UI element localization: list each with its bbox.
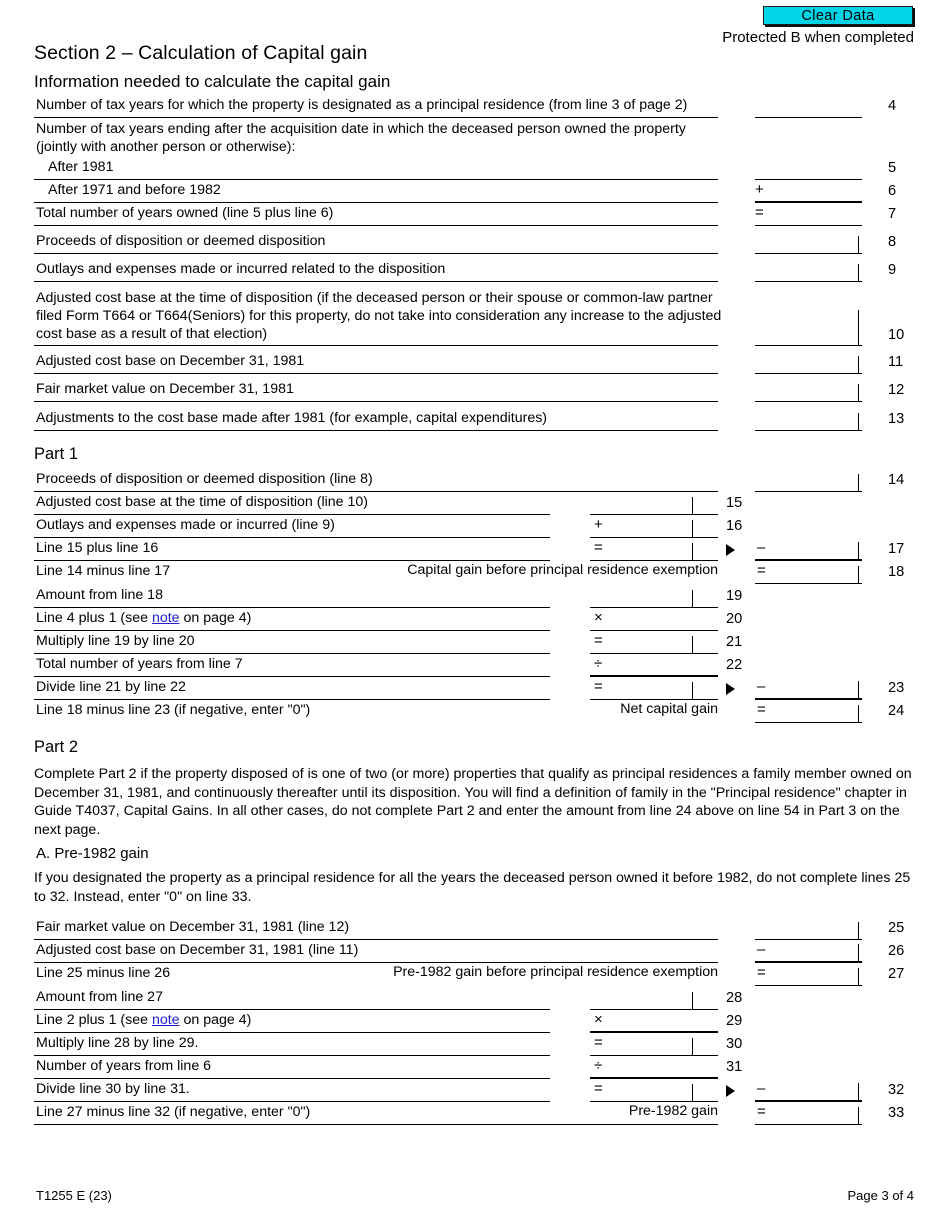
line-6-number: 6 [888, 183, 897, 199]
line-8-cents-divider [858, 236, 859, 253]
line-18-caption: Capital gain before principal residence exemption [407, 562, 718, 578]
line-12-number: 12 [888, 382, 905, 398]
carry-arrow-icon [726, 1085, 735, 1097]
line-17-inner-field[interactable] [590, 560, 718, 561]
line-31-number: 31 [726, 1059, 743, 1075]
note-link[interactable]: note [151, 1012, 180, 1028]
line-19-text-rule [34, 607, 550, 608]
line-10-label: Adjusted cost base at the time of disposition (if the deceased person or their spouse or common-law partner filed Form T664 or T664(Seniors) for this property, do not take into consideration any increase to the adjusted cost base as a result of that election) [36, 290, 722, 342]
line-15-field[interactable] [590, 514, 718, 515]
line-30-sign: = [594, 1034, 603, 1051]
line-14-field[interactable] [755, 491, 862, 492]
line-19-label: Amount from line 18 [36, 587, 163, 603]
line-21-label: Multiply line 19 by line 20 [36, 633, 195, 649]
line-17-label: Line 15 plus line 16 [36, 540, 159, 556]
line-15-number: 15 [726, 495, 743, 511]
line-28-cents-divider [692, 992, 693, 1009]
line-33-caption: Pre-1982 gain [628, 1103, 718, 1119]
line-20-sign: × [594, 609, 603, 626]
line-28-text-rule [34, 1009, 550, 1010]
line-4-label: Number of tax years for which the property is designated as a principal residence (from line 3 of page 2) [36, 97, 688, 113]
line-23-outer-sign: – [757, 678, 766, 695]
line-20-label-post: on page 4) [179, 610, 252, 626]
line-24-number: 24 [888, 703, 905, 719]
line-7-sign: = [755, 204, 764, 221]
line-5-text-rule [34, 179, 718, 180]
line-33-number: 33 [888, 1105, 905, 1121]
line-8-label: Proceeds of disposition or deemed disposition [36, 233, 326, 249]
line-14-label: Proceeds of disposition or deemed disposition (line 8) [36, 471, 373, 487]
line-5-number: 5 [888, 160, 897, 176]
line-17-number: 17 [888, 541, 905, 557]
line-18-cents-divider [858, 566, 859, 583]
line-21-text-rule [34, 653, 550, 654]
line-23-inner-cents-divider [692, 682, 693, 699]
line-14-cents-divider [858, 474, 859, 491]
line-20-label-pre: Line 4 plus 1 (see [36, 610, 152, 626]
line-26-label: Adjusted cost base on December 31, 1981 (line 11) [36, 942, 359, 958]
line-28-number: 28 [726, 990, 743, 1006]
line-30-cents-divider [692, 1038, 693, 1055]
part-2-intro: Complete Part 2 if the property disposed of is one of two (or more) properties that qualify as principal residences a family member owned on December 31, 1981, and continuously thereafter until its disposition. You will find a definition of family in the "Principal residence" chapter in Guide T4037, Capital Gains. In all other cases, do not complete Part 2 and enter the amount from line 24 above on line 54 in Part 3 on the next page. [34, 766, 912, 838]
line-21-number: 21 [726, 634, 743, 650]
line-30-number: 30 [726, 1036, 743, 1052]
line-16-sign: + [594, 516, 603, 533]
line-17-outer-sign: – [757, 539, 766, 556]
line-23-inner-field[interactable] [590, 699, 718, 700]
line-29-label-pre: Line 2 plus 1 (see [36, 1012, 152, 1028]
line-32-field[interactable] [755, 1100, 862, 1102]
line-29-label [36, 1011, 251, 1029]
line-9-cents-divider [858, 264, 859, 281]
line-24-caption: Net capital gain [620, 701, 718, 717]
line-18-field[interactable] [755, 583, 862, 584]
line-14-number: 14 [888, 472, 905, 488]
line-8-number: 8 [888, 234, 897, 250]
line-8-field[interactable] [755, 253, 862, 254]
line-17-inner-cents-divider [692, 543, 693, 560]
line-7-number: 7 [888, 206, 897, 222]
line-23-text-rule [34, 699, 550, 700]
line-7-text-rule [34, 225, 718, 226]
part-2-section-a-title: A. Pre-1982 gain [36, 845, 149, 862]
line-17-text-rule [34, 560, 550, 561]
line-20-number: 20 [726, 611, 743, 627]
line-9-number: 9 [888, 262, 897, 278]
line-8-text-rule [34, 253, 718, 254]
line-27-caption: Pre-1982 gain before principal residence exemption [393, 964, 718, 980]
line-33-text-rule [34, 1124, 718, 1125]
line-32-cents-divider [858, 1083, 859, 1100]
protected-b-notice: Protected B when completed [722, 29, 914, 46]
subsection-title: Information needed to calculate the capital gain [34, 72, 391, 91]
line-23-inner-sign: = [594, 678, 603, 695]
line-21-sign: = [594, 632, 603, 649]
part-1-title: Part 1 [34, 445, 79, 463]
line-29-label-post: on page 4) [179, 1012, 252, 1028]
line-13-cents-divider [858, 413, 859, 430]
line-20-field[interactable] [590, 630, 718, 631]
line-32-label: Divide line 30 by line 31. [36, 1081, 190, 1097]
line-31-label: Number of years from line 6 [36, 1058, 212, 1074]
line-22-label: Total number of years from line 7 [36, 656, 243, 672]
line-6-sign: + [755, 181, 764, 198]
line-6-label: After 1971 and before 1982 [48, 182, 221, 198]
line-16-number: 16 [726, 518, 743, 534]
line-26-number: 26 [888, 943, 905, 959]
line-29-sign: × [594, 1011, 603, 1028]
line-14-text-rule [34, 491, 718, 492]
page-number: Page 3 of 4 [847, 1188, 914, 1203]
line-17-inner-sign: = [594, 539, 603, 556]
line-18-number: 18 [888, 564, 905, 580]
line-12-label: Fair market value on December 31, 1981 [36, 381, 294, 397]
line-24-cents-divider [858, 705, 859, 722]
line-27-sign: = [757, 964, 766, 981]
line-25-label: Fair market value on December 31, 1981 (line 12) [36, 919, 350, 935]
line-6-field[interactable] [755, 201, 862, 203]
part-2-section-a-text: If you designated the property as a principal residence for all the years the deceased person owned it before 1982, do not complete lines 25 to 32. Instead, enter "0" on line 33. [34, 870, 911, 905]
line-4-text-rule [34, 117, 718, 118]
line-19-cents-divider [692, 590, 693, 607]
line-24-sign: = [757, 701, 766, 718]
line-32-number: 32 [888, 1082, 905, 1098]
line-10-field[interactable] [755, 345, 862, 346]
line-25-text-rule [34, 939, 718, 940]
line-28-label: Amount from line 27 [36, 989, 163, 1005]
carry-arrow-icon [726, 683, 735, 695]
line-21-field[interactable] [590, 653, 718, 654]
line-16-label: Outlays and expenses made or incurred (line 9) [36, 517, 335, 533]
line-11-field[interactable] [755, 373, 862, 374]
line-22-field[interactable] [590, 675, 718, 677]
line-9-text-rule [34, 281, 718, 282]
line-11-number: 11 [888, 354, 904, 370]
line-33-label: Line 27 minus line 32 (if negative, enter "0") [36, 1104, 311, 1120]
line-22-number: 22 [726, 657, 743, 673]
line-29-number: 29 [726, 1013, 743, 1029]
line-12-cents-divider [858, 384, 859, 401]
line-30-label: Multiply line 28 by line 29. [36, 1035, 199, 1051]
line-32-inner-field[interactable] [590, 1101, 718, 1102]
line-16-field[interactable] [590, 537, 718, 538]
line-32-inner-cents-divider [692, 1084, 693, 1101]
line-23-number: 23 [888, 680, 905, 696]
line-22-text-rule [34, 676, 550, 677]
form-code: T1255 E (23) [36, 1188, 112, 1203]
line-20-text-rule [34, 630, 550, 631]
line-10-text-rule [34, 345, 718, 346]
line-16-cents-divider [692, 520, 693, 537]
line-32-inner-sign: = [594, 1080, 603, 1097]
line-16-text-rule [34, 537, 550, 538]
line-24-label: Line 18 minus line 23 (if negative, enter "0") [36, 702, 311, 718]
part-2-title: Part 2 [34, 738, 79, 756]
line-10-number: 10 [888, 327, 905, 343]
line-4-number: 4 [888, 98, 897, 114]
line-29-field[interactable] [590, 1031, 718, 1033]
line-27-cents-divider [858, 968, 859, 985]
line-25-cents-divider [858, 922, 859, 939]
line-26-cents-divider [858, 944, 859, 961]
line-30-field[interactable] [590, 1055, 718, 1056]
line-26-text-rule [34, 962, 718, 963]
line-33-cents-divider [858, 1107, 859, 1124]
line-9-label: Outlays and expenses made or incurred related to the disposition [36, 261, 446, 277]
line-23-label: Divide line 21 by line 22 [36, 679, 186, 695]
line-17-field[interactable] [755, 559, 862, 561]
line-31-field[interactable] [590, 1077, 718, 1079]
line-12-text-rule [34, 401, 718, 402]
line-31-text-rule [34, 1078, 550, 1079]
line-27-label: Line 25 minus line 26 [36, 965, 171, 981]
line-19-number: 19 [726, 588, 743, 604]
carry-arrow-icon [726, 544, 735, 556]
line-20-label [36, 609, 251, 627]
line-29-text-rule [34, 1032, 550, 1033]
line-13-label: Adjustments to the cost base made after 1981 (for example, capital expenditures) [36, 410, 548, 426]
line-19-field[interactable] [590, 607, 718, 608]
line-23-field[interactable] [755, 698, 862, 700]
line-7-label: Total number of years owned (line 5 plus line 6) [36, 205, 334, 221]
line-5-field[interactable] [755, 179, 862, 180]
note-link[interactable]: note [151, 610, 180, 626]
line-30-text-rule [34, 1055, 550, 1056]
line-18-sign: = [757, 562, 766, 579]
line-15-cents-divider [692, 497, 693, 514]
line-24-field[interactable] [755, 722, 862, 723]
line-6-text-rule [34, 202, 718, 203]
line-27-field[interactable] [755, 985, 862, 986]
line-26-field[interactable] [755, 961, 862, 963]
line-13-text-rule [34, 430, 718, 431]
line-11-label: Adjusted cost base on December 31, 1981 [36, 353, 305, 369]
line-21-cents-divider [692, 636, 693, 653]
line-4-field[interactable] [755, 117, 862, 118]
line-25-number: 25 [888, 920, 905, 936]
line-15-label: Adjusted cost base at the time of disposition (line 10) [36, 494, 369, 510]
clear-data-button[interactable]: Clear Data [763, 6, 913, 25]
line-15-text-rule [34, 514, 550, 515]
line-13-field[interactable] [755, 430, 862, 431]
line-17-cents-divider [858, 542, 859, 559]
line-25-field[interactable] [755, 939, 862, 940]
line-33-sign: = [757, 1103, 766, 1120]
line-11-text-rule [34, 373, 718, 374]
line-10-cents-divider [858, 310, 859, 345]
line-5-label: After 1981 [48, 159, 114, 175]
line-11-cents-divider [858, 356, 859, 373]
line-26-sign: – [757, 941, 766, 958]
section-title: Section 2 – Calculation of Capital gain [34, 42, 368, 64]
line-23-cents-divider [858, 681, 859, 698]
line-22-sign: ÷ [594, 655, 603, 672]
line-32-text-rule [34, 1101, 550, 1102]
line-9-field[interactable] [755, 281, 862, 282]
line-13-number: 13 [888, 411, 905, 427]
line-27-number: 27 [888, 966, 905, 982]
line-32-outer-sign: – [757, 1080, 766, 1097]
line-33-field[interactable] [755, 1124, 862, 1125]
line-31-sign: ÷ [594, 1057, 603, 1074]
line-18-label: Line 14 minus line 17 [36, 563, 171, 579]
line-7-field[interactable] [755, 225, 862, 226]
line-28-field[interactable] [590, 1009, 718, 1010]
line-12-field[interactable] [755, 401, 862, 402]
years-owned-intro: Number of tax years ending after the acquisition date in which the deceased person owned the property (jointly with another person or otherwise): [36, 121, 686, 155]
